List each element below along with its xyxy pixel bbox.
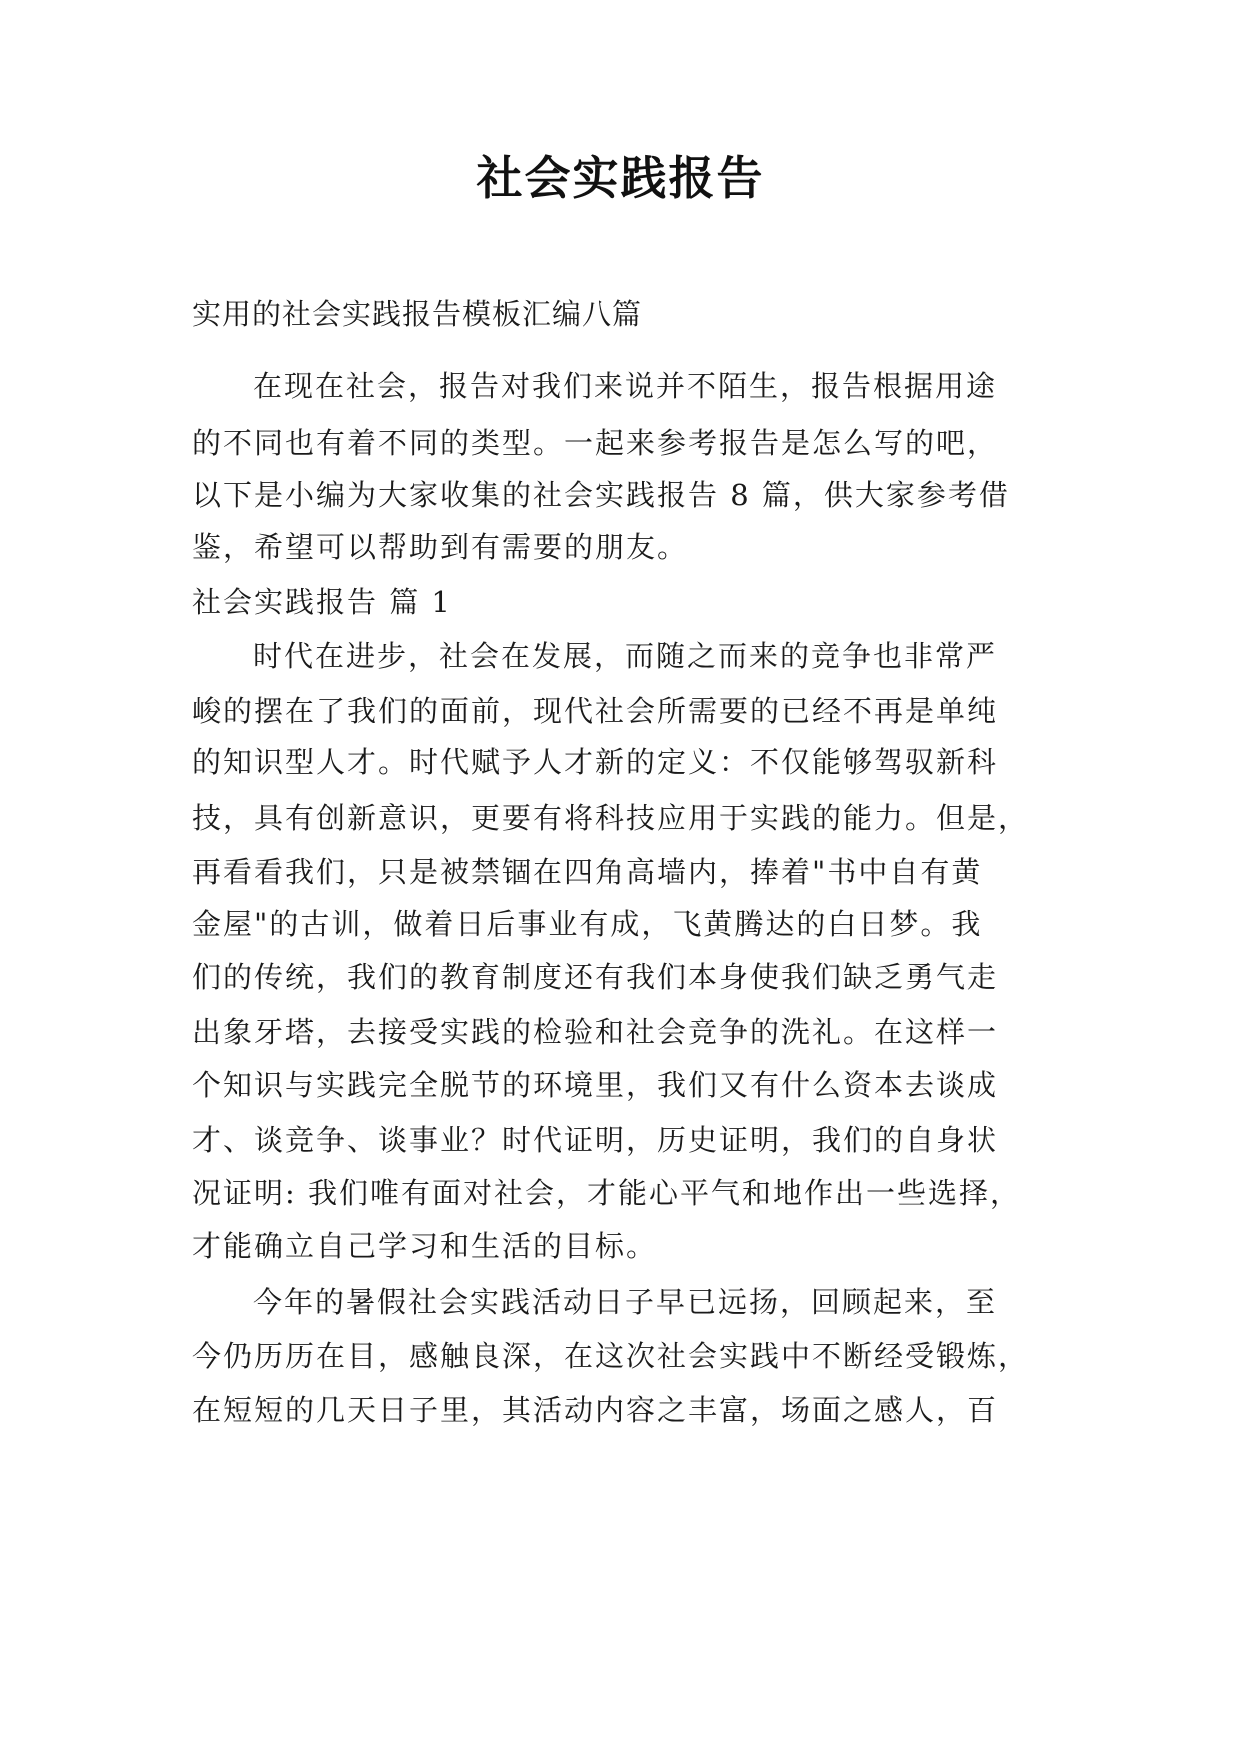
document-title: 社会实践报告 (476, 151, 765, 205)
body-line-11: 况证明: 我们唯有面对社会，才能心平气和地作出一些选择， (192, 1176, 1021, 1210)
body-line-14: 今仍历历在目，感触良深，在这次社会实践中不断经受锻炼， (192, 1339, 1030, 1373)
body-line-6: 金屋"的古训，做着日后事业有成，飞黄腾达的白日梦。我 (192, 907, 983, 941)
body-line-3: 的知识型人才。时代赋予人才新的定义：不仅能够驾驭新科 (192, 745, 999, 779)
body-line-9: 个知识与实践完全脱节的环境里，我们又有什么资本去谈成 (192, 1068, 999, 1102)
body-line-15: 在短短的几天日子里，其活动内容之丰富，场面之感人，百 (192, 1393, 999, 1427)
body-line-4: 技，具有创新意识，更要有将科技应用于实践的能力。但是， (192, 801, 1030, 835)
body-line-8: 出象牙塔，去接受实践的检验和社会竞争的洗礼。在这样一 (192, 1015, 999, 1049)
body-line-13: 今年的暑假社会实践活动日子早已远扬，回顾起来，至 (253, 1285, 998, 1319)
intro-line-2: 的不同也有着不同的类型。一起来参考报告是怎么写的吧， (192, 426, 999, 460)
body-line-12: 才能确立自己学习和生活的目标。 (192, 1229, 658, 1263)
body-line-10: 才、谈竞争、谈事业？时代证明，历史证明，我们的自身状 (192, 1123, 999, 1157)
body-line-2: 峻的摆在了我们的面前，现代社会所需要的已经不再是单纯 (192, 694, 999, 728)
body-line-7: 们的传统，我们的教育制度还有我们本身使我们缺乏勇气走 (192, 960, 999, 994)
intro-line-4: 鉴，希望可以帮助到有需要的朋友。 (192, 530, 689, 564)
document-subtitle: 实用的社会实践报告模板汇编八篇 (192, 297, 643, 331)
body-line-1: 时代在进步，社会在发展，而随之而来的竞争也非常严 (253, 639, 998, 673)
intro-line-3: 以下是小编为大家收集的社会实践报告 8 篇，供大家参考借 (192, 478, 1010, 512)
section-heading-1: 社会实践报告 篇 1 (192, 585, 452, 619)
intro-line-1: 在现在社会，报告对我们来说并不陌生，报告根据用途 (253, 369, 998, 403)
body-line-5: 再看看我们，只是被禁锢在四角高墙内，捧着"书中自有黄 (192, 855, 983, 889)
